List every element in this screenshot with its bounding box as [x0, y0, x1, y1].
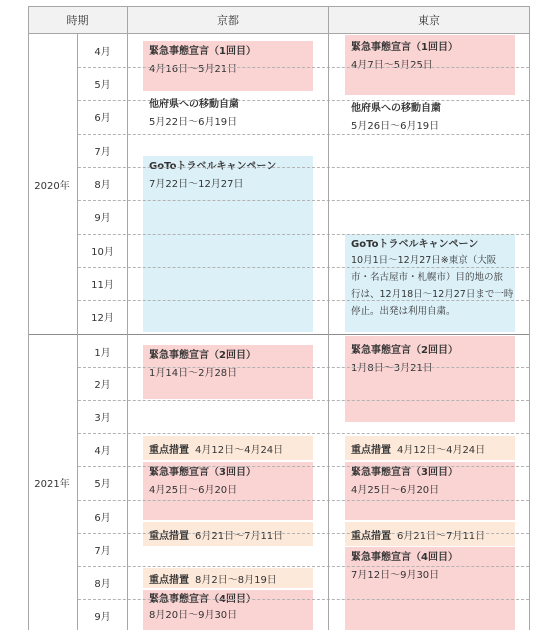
month-2021-04: 4月 — [94, 446, 111, 457]
row-divider — [78, 67, 529, 68]
kyoto-priority-1-title: 重点措置 — [149, 444, 189, 456]
header-tokyo: 東京 — [329, 6, 529, 33]
month-2020-12: 12月 — [91, 313, 114, 324]
tokyo-emergency-2 — [345, 336, 515, 422]
tokyo-goto-travel-title: GoToトラベルキャンペーン — [351, 239, 479, 250]
row-divider — [78, 533, 529, 534]
row-divider — [78, 599, 529, 600]
kyoto-priority-3-title: 重点措置 — [149, 574, 189, 586]
header-kyoto: 京都 — [128, 6, 328, 33]
month-2021-01: 1月 — [94, 348, 111, 359]
month-2021-09: 9月 — [94, 612, 111, 623]
tokyo-priority-2-title: 重点措置 — [351, 530, 391, 542]
month-2021-05: 5月 — [94, 479, 111, 490]
kyoto-goto-travel-title: GoToトラベルキャンペーン — [149, 161, 277, 172]
month-2020-04: 4月 — [94, 47, 111, 58]
tokyo-emergency-2-title: 緊急事態宣言（2回目） — [351, 345, 458, 356]
tokyo-priority-2-dates: 6月21日～7月11日 — [397, 530, 486, 542]
row-divider — [78, 500, 529, 501]
row-divider — [78, 200, 529, 201]
kyoto-emergency-2 — [143, 345, 313, 399]
table-top-border — [28, 6, 529, 7]
kyoto-priority-2-dates: 6月21日～7月11日 — [195, 530, 284, 542]
tokyo-movement-refrain — [345, 98, 515, 138]
row-divider — [78, 167, 529, 168]
kyoto-movement-refrain-dates: 5月22日～6月19日 — [149, 117, 238, 128]
row-divider — [78, 267, 529, 268]
kyoto-emergency-3 — [143, 462, 313, 520]
month-2020-09: 9月 — [94, 213, 111, 224]
tokyo-movement-refrain-dates: 5月26日～6月19日 — [351, 121, 440, 132]
tokyo-goto-travel-line-1: 10月1日～12月27日※東京（大阪 — [351, 255, 497, 266]
kyoto-goto-travel — [143, 156, 313, 332]
tokyo-emergency-1-dates: 4月7日～5月25日 — [351, 60, 433, 71]
kyoto-priority-1 — [143, 436, 313, 460]
month-2021-03: 3月 — [94, 413, 111, 424]
month-2021-06: 6月 — [94, 513, 111, 524]
column-border — [77, 33, 78, 630]
row-divider — [78, 234, 529, 235]
tokyo-priority-1-title: 重点措置 — [351, 444, 391, 456]
month-2020-11: 11月 — [91, 280, 114, 291]
kyoto-priority-3 — [143, 568, 313, 588]
tokyo-goto-travel-line-4: 停止。出発は利用自粛。 — [351, 306, 456, 317]
row-divider — [78, 134, 529, 135]
header-bottom-border — [28, 33, 529, 34]
month-2020-08: 8月 — [94, 180, 111, 191]
month-2021-08: 8月 — [94, 579, 111, 590]
row-divider — [78, 566, 529, 567]
month-2020-05: 5月 — [94, 80, 111, 91]
tokyo-goto-travel — [345, 234, 515, 332]
row-divider — [78, 100, 529, 101]
year-2021: 2021年 — [34, 479, 70, 490]
month-2021-07: 7月 — [94, 546, 111, 557]
header-period: 時期 — [28, 6, 127, 33]
column-border — [28, 6, 29, 630]
month-2021-02: 2月 — [94, 380, 111, 391]
tokyo-emergency-4-title: 緊急事態宣言（4回目） — [351, 552, 458, 563]
kyoto-emergency-1 — [143, 41, 313, 91]
kyoto-emergency-4 — [143, 590, 313, 630]
row-divider — [78, 367, 529, 368]
kyoto-emergency-3-dates: 4月25日～6月20日 — [149, 485, 238, 496]
kyoto-emergency-2-dates: 1月14日～2月28日 — [149, 368, 238, 379]
tokyo-emergency-4-dates: 7月12日～9月30日 — [351, 570, 440, 581]
tokyo-emergency-3 — [345, 462, 515, 520]
kyoto-emergency-2-title: 緊急事態宣言（2回目） — [149, 350, 256, 361]
column-border — [328, 6, 329, 630]
kyoto-priority-1-dates: 4月12日～4月24日 — [195, 444, 284, 456]
tokyo-emergency-1 — [345, 35, 515, 95]
kyoto-priority-3-dates: 8月2日～8月19日 — [195, 574, 277, 586]
year-2020: 2020年 — [34, 180, 70, 192]
tokyo-goto-travel-line-2: 市・名古屋市・札幌市）目的地の旅 — [351, 272, 504, 283]
tokyo-emergency-4 — [345, 547, 515, 630]
kyoto-emergency-1-dates: 4月16日～5月21日 — [149, 64, 238, 75]
kyoto-goto-travel-dates: 7月22日～12月27日 — [149, 179, 244, 190]
kyoto-priority-2-title: 重点措置 — [149, 530, 189, 542]
kyoto-priority-2 — [143, 522, 313, 546]
tokyo-priority-1 — [345, 436, 515, 460]
year-divider — [28, 334, 529, 335]
tokyo-emergency-3-title: 緊急事態宣言（3回目） — [351, 467, 458, 478]
tokyo-emergency-1-title: 緊急事態宣言（1回目） — [351, 42, 458, 53]
tokyo-emergency-2-dates: 1月8日～3月21日 — [351, 363, 433, 374]
tokyo-emergency-3-dates: 4月25日～6月20日 — [351, 485, 440, 496]
kyoto-emergency-1-title: 緊急事態宣言（1回目） — [149, 46, 256, 57]
row-divider — [78, 466, 529, 467]
tokyo-priority-2 — [345, 522, 515, 546]
kyoto-movement-refrain-title: 他府県への移動自粛 — [149, 99, 239, 110]
tokyo-goto-travel-line-3: 行は、12月18日～12月27日まで一時 — [351, 289, 514, 300]
row-divider — [78, 433, 529, 434]
kyoto-emergency-4-title: 緊急事態宣言（4回目） — [149, 594, 256, 605]
column-border — [127, 6, 128, 630]
month-2020-10: 10月 — [91, 247, 114, 258]
tokyo-movement-refrain-title: 他府県への移動自粛 — [351, 103, 441, 114]
row-divider — [78, 300, 529, 301]
column-border — [529, 6, 530, 630]
tokyo-priority-1-dates: 4月12日～4月24日 — [397, 444, 486, 456]
kyoto-emergency-3-title: 緊急事態宣言（3回目） — [149, 467, 256, 478]
row-divider — [78, 400, 529, 401]
month-2020-07: 7月 — [94, 147, 111, 158]
kyoto-emergency-4-dates: 8月20日～9月30日 — [149, 610, 238, 621]
month-2020-06: 6月 — [94, 113, 111, 124]
